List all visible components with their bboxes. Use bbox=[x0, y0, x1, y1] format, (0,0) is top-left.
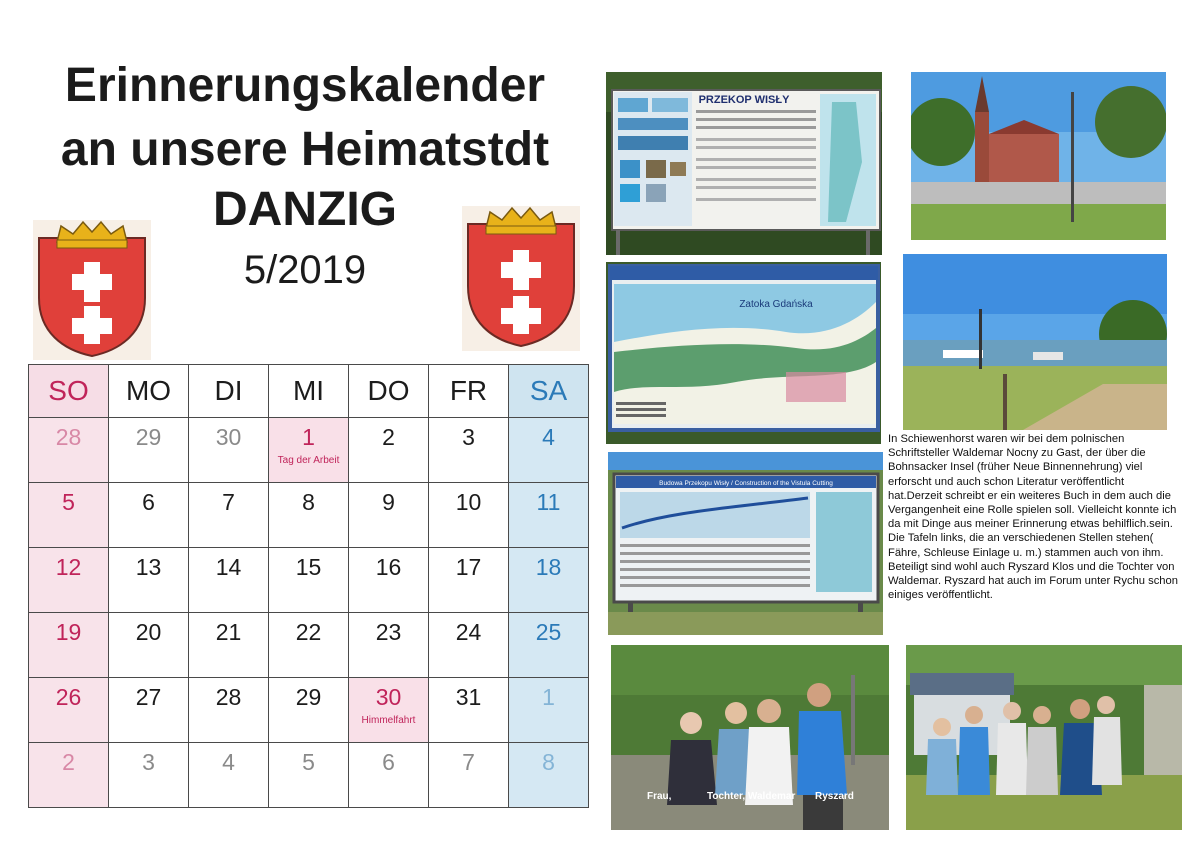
calendar-day-cell bbox=[509, 418, 589, 483]
day-number: 13 bbox=[135, 554, 162, 580]
day-number: 30 bbox=[215, 424, 242, 450]
calendar-day-cell bbox=[269, 418, 349, 483]
day-number: 19 bbox=[55, 619, 82, 645]
day-number: 21 bbox=[215, 619, 242, 645]
weekday-header-row bbox=[29, 365, 589, 418]
calendar-day-cell bbox=[29, 548, 109, 613]
day-number: 9 bbox=[382, 489, 395, 515]
sign3-title: Budowa Przekopu Wisły / Construction of the Vistula Cutting bbox=[659, 480, 833, 487]
calendar-day-cell bbox=[509, 548, 589, 613]
weekday-header-sunday: SO bbox=[29, 365, 109, 418]
calendar-day-cell bbox=[349, 613, 429, 678]
calendar-day-cell bbox=[29, 483, 109, 548]
day-number: 4 bbox=[222, 749, 235, 775]
day-number: 15 bbox=[295, 554, 322, 580]
holiday-label: Himmelfahrt bbox=[361, 715, 416, 726]
day-number: 2 bbox=[382, 424, 395, 450]
day-number: 2 bbox=[62, 749, 75, 775]
caption-tochter-waldemar: Tochter, Waldemar bbox=[707, 791, 796, 802]
day-number: 5 bbox=[62, 489, 75, 515]
calendar-day-cell bbox=[109, 743, 189, 808]
day-number: 16 bbox=[375, 554, 402, 580]
calendar-day-cell bbox=[269, 483, 349, 548]
weekday-header-monday: MO bbox=[109, 365, 189, 418]
day-number: 7 bbox=[222, 489, 235, 515]
calendar-day-cell bbox=[269, 743, 349, 808]
day-number: 28 bbox=[215, 684, 242, 710]
calendar-day-cell bbox=[429, 678, 509, 743]
day-number: 3 bbox=[142, 749, 155, 775]
day-number: 31 bbox=[455, 684, 482, 710]
calendar-day-cell bbox=[429, 743, 509, 808]
weekday-header-thursday: DO bbox=[349, 365, 429, 418]
calendar-week-row bbox=[29, 613, 589, 678]
day-number: 30 bbox=[375, 684, 402, 710]
weekday-header-saturday: SA bbox=[509, 365, 589, 418]
calendar-title-line1: Erinnerungskalender bbox=[64, 59, 546, 112]
day-number: 5 bbox=[302, 749, 315, 775]
day-number: 8 bbox=[302, 489, 315, 515]
day-number: 6 bbox=[142, 489, 155, 515]
photo-sign-przekop-wisly bbox=[606, 72, 882, 255]
article-paragraph-2: Die Tafeln links, die an verschiedenen Stellen stehen( Fähre, Schleuse Einlage u. m.) stammen auch von ihm. Beteiligt sind wohl auch Ryszard Klos und die Tochter von Waldemar. Ryszard hat auch im Forum unter Rychu schon einiges veröffentlicht. bbox=[888, 532, 1178, 602]
calendar-day-cell bbox=[429, 548, 509, 613]
day-number: 24 bbox=[455, 619, 482, 645]
day-number: 12 bbox=[55, 554, 82, 580]
caption-frau: Frau, bbox=[647, 791, 672, 802]
calendar-day-cell bbox=[29, 678, 109, 743]
calendar-day-cell bbox=[109, 483, 189, 548]
calendar-day-cell bbox=[509, 678, 589, 743]
calendar-day-cell bbox=[349, 743, 429, 808]
month-label: 5/2019 bbox=[243, 248, 367, 292]
holiday-label: Tag der Arbeit bbox=[277, 455, 340, 466]
danzig-coat-of-arms-right bbox=[462, 206, 580, 351]
day-number: 25 bbox=[535, 619, 562, 645]
calendar-day-cell bbox=[269, 613, 349, 678]
calendar-week-row bbox=[29, 743, 589, 808]
calendar-week-row bbox=[29, 678, 589, 743]
calendar-day-cell bbox=[429, 613, 509, 678]
calendar-day-cell bbox=[349, 483, 429, 548]
day-number: 10 bbox=[455, 489, 482, 515]
calendar-day-cell bbox=[509, 743, 589, 808]
day-number: 29 bbox=[135, 424, 162, 450]
calendar-day-cell bbox=[429, 483, 509, 548]
day-number: 20 bbox=[135, 619, 162, 645]
day-number: 1 bbox=[302, 424, 315, 450]
day-number: 26 bbox=[55, 684, 82, 710]
day-number: 28 bbox=[55, 424, 82, 450]
calendar-day-cell bbox=[189, 743, 269, 808]
day-number: 11 bbox=[536, 489, 561, 515]
photo-church bbox=[911, 72, 1166, 240]
calendar-day-cell bbox=[269, 678, 349, 743]
day-number: 17 bbox=[455, 554, 482, 580]
calendar-day-cell bbox=[109, 548, 189, 613]
weekday-header-friday: FR bbox=[429, 365, 509, 418]
photo-sign-construction bbox=[608, 452, 883, 635]
calendar-day-cell bbox=[189, 483, 269, 548]
calendar-day-cell bbox=[189, 678, 269, 743]
calendar-day-cell bbox=[189, 418, 269, 483]
photo-sign-map-sobieszewo bbox=[606, 262, 881, 444]
photo-harbour bbox=[903, 254, 1167, 430]
weekday-header-wednesday: MI bbox=[269, 365, 349, 418]
calendar-day-cell bbox=[349, 678, 429, 743]
article-text bbox=[888, 432, 1178, 602]
day-number: 23 bbox=[375, 619, 402, 645]
day-number: 22 bbox=[295, 619, 322, 645]
calendar-day-cell bbox=[29, 743, 109, 808]
day-number: 27 bbox=[135, 684, 162, 710]
calendar-week-row bbox=[29, 548, 589, 613]
calendar-week-row bbox=[29, 418, 589, 483]
calendar-day-cell bbox=[349, 418, 429, 483]
day-number: 29 bbox=[295, 684, 322, 710]
calendar-day-cell bbox=[29, 613, 109, 678]
city-name: DANZIG bbox=[213, 183, 397, 236]
calendar-day-cell bbox=[109, 613, 189, 678]
calendar-day-cell bbox=[269, 548, 349, 613]
danzig-coat-of-arms-left bbox=[33, 220, 151, 360]
calendar-day-cell bbox=[189, 548, 269, 613]
calendar-week-row bbox=[29, 483, 589, 548]
photo-group-six-people bbox=[906, 645, 1182, 830]
sign1-title: PRZEKOP WISŁY bbox=[698, 94, 790, 106]
caption-ryszard: Ryszard bbox=[815, 791, 854, 802]
calendar-day-cell bbox=[429, 418, 509, 483]
calendar-day-cell bbox=[509, 613, 589, 678]
day-number: 6 bbox=[382, 749, 395, 775]
sign2-map-label: Zatoka Gdańska bbox=[739, 299, 813, 310]
calendar-day-cell bbox=[109, 678, 189, 743]
calendar-day-cell bbox=[509, 483, 589, 548]
day-number: 4 bbox=[542, 424, 555, 450]
calendar-day-cell bbox=[349, 548, 429, 613]
article-paragraph-1: In Schiewenhorst waren wir bei dem polnischen Schriftsteller Waldemar Nocny zu Gast, der über die Bohnsacker Insel (früher Neue Binnennehrung) viel erforscht und auch schon Literatur veröffentlicht hat.Derzeit schreibt er ein weiteres Buch in dem auch die Vergangenheit eine Rolle spielen soll. Vielleicht konnte ich da mit Dinge aus meiner Erinnerung etwas behilflich.sein. bbox=[888, 433, 1177, 531]
day-number: 7 bbox=[462, 749, 475, 775]
calendar-day-cell bbox=[29, 418, 109, 483]
day-number: 8 bbox=[542, 749, 555, 775]
month-calendar-grid bbox=[28, 364, 589, 808]
calendar-title-line2: an unsere Heimatstdt bbox=[60, 123, 550, 176]
day-number: 18 bbox=[535, 554, 562, 580]
calendar-day-cell bbox=[109, 418, 189, 483]
calendar-day-cell bbox=[189, 613, 269, 678]
day-number: 14 bbox=[215, 554, 242, 580]
weekday-header-tuesday: DI bbox=[189, 365, 269, 418]
day-number: 3 bbox=[462, 424, 475, 450]
photo-group-four-people bbox=[611, 645, 889, 830]
day-number: 1 bbox=[542, 684, 555, 710]
